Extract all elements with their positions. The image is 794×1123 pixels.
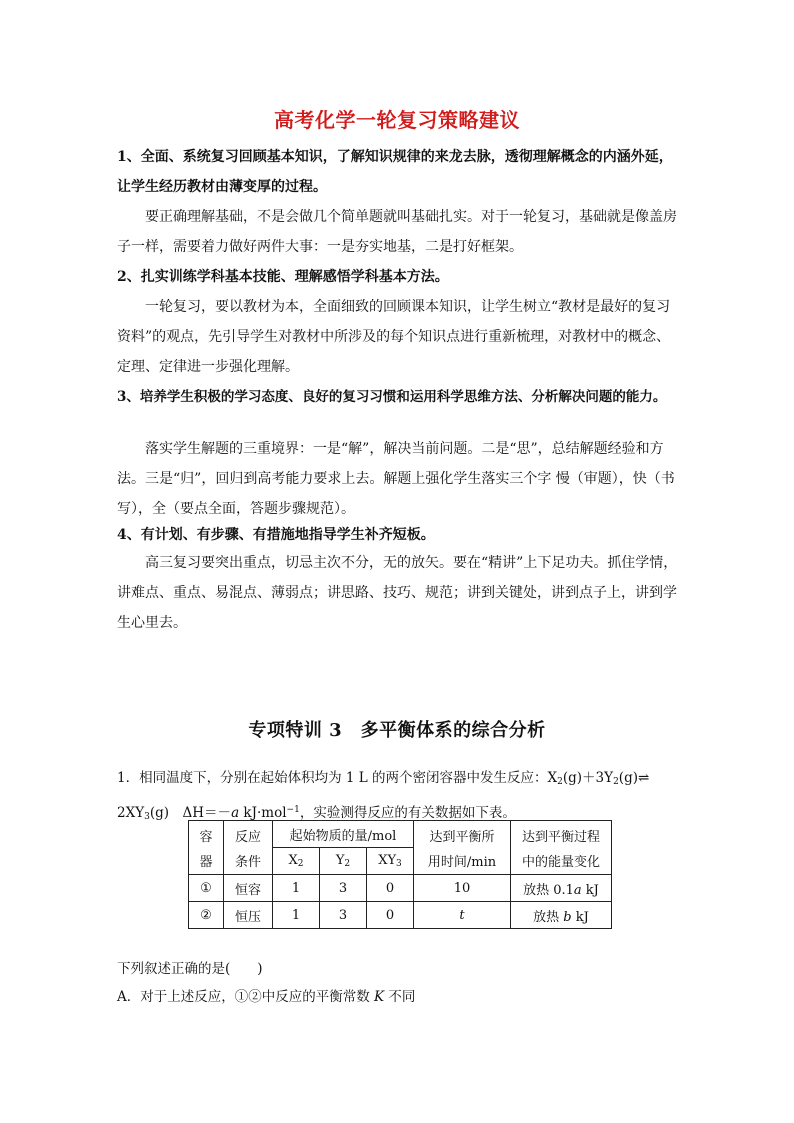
q-text-2: (g)＋3Y: [562, 770, 614, 786]
q-sub-xy: 3: [144, 812, 150, 822]
row2-energy-post: kJ: [571, 909, 589, 925]
section-3-body: 落实学生解题的三重境界：一是“解”，解决当前问题。二是“思”，总结解题经验和方法。三是“归”，回归到高考能力要求上去。解题上强化学生落实三个字 慢（审题），快（书写），全（要点全面，答题步骤规范）。: [117, 441, 675, 517]
option-a: [117, 984, 687, 1010]
row2-energy: [511, 902, 612, 929]
header-energy: [511, 821, 612, 875]
row1-x2: 1: [273, 875, 320, 902]
section-1-heading: 1、全面、系统复习回顾基本知识，了解知识规律的来龙去脉，透彻理解概念的内涵外延，让学生经历教材由薄变厚的过程。: [117, 149, 673, 195]
header-energy-line1: 达到平衡过程: [521, 829, 600, 845]
x-symbol: X: [288, 853, 298, 868]
q-var-a: a: [231, 805, 240, 821]
row1-condition: 恒容: [224, 875, 273, 902]
header-vessel-line2: 器: [199, 854, 213, 870]
section-4-heading: 4、有计划、有步骤、有措施地指导学生补齐短板。: [117, 527, 435, 543]
option-a-var: K: [374, 989, 385, 1005]
special-training-title: 专项特训 3 多平衡体系的综合分析: [248, 720, 546, 741]
subheader-xy3: [367, 848, 414, 875]
table-row: [189, 875, 612, 902]
section-1-body: 要正确理解基础，不是会做几个简单题就叫基础扎实。对于一轮复习，基础就是像盖房子一样，需要着力做好两件大事：一是夯实地基，二是打好框架。: [117, 209, 677, 255]
q-sup: −1: [286, 805, 300, 815]
q-text-5: (g) ΔH＝－: [149, 805, 232, 821]
header-vessel-line1: 容: [199, 829, 213, 845]
row2-energy-var: b: [563, 909, 572, 925]
table-row: [189, 902, 612, 929]
section-2-heading: 2、扎实训练学科基本技能、理解感悟学科基本方法。: [117, 269, 449, 285]
header-vessel: [189, 821, 224, 875]
xy-symbol: XY: [378, 853, 397, 868]
subheader-x2: [273, 848, 320, 875]
y-symbol: Y: [335, 853, 345, 868]
option-a-pre: A．对于上述反应，①②中反应的平衡常数: [117, 989, 375, 1005]
row1-y2: 3: [320, 875, 367, 902]
row2-y2: 3: [320, 902, 367, 929]
row2-xy3: 0: [367, 902, 414, 929]
header-energy-line2: 中的能量变化: [521, 854, 600, 870]
y-sub: 2: [344, 859, 351, 869]
header-time-line1: 达到平衡所: [429, 829, 495, 845]
row2-x2: 1: [273, 902, 320, 929]
page-title: 高考化学一轮复习策略建议: [274, 108, 520, 132]
x-sub: 2: [297, 859, 304, 869]
row1-id: ①: [189, 875, 224, 902]
row1-energy-var: a: [573, 882, 582, 898]
question-prompt: 下列叙述正确的是( ): [117, 961, 263, 977]
row2-time: t: [414, 902, 511, 929]
row2-condition: 恒压: [224, 902, 273, 929]
option-a-post: 不同: [384, 989, 416, 1005]
section-2-body: 一轮复习，要以教材为本，全面细致的回顾课本知识，让学生树立“教材是最好的复习资料”的观点，先引导学生对教材中所涉及的每个知识点进行重新梳理，对教材中的概念、定理、定律进一步强化理解。: [117, 299, 671, 375]
header-time-line2: 用时间/min: [427, 854, 497, 870]
q-text-1: 1．相同温度下，分别在起始体积均为 1 L 的两个密闭容器中发生反应：X: [117, 770, 558, 786]
q-sub-x: 2: [557, 777, 563, 787]
q-sub-y: 2: [613, 777, 619, 787]
xy-sub: 3: [396, 859, 402, 869]
row1-energy-post: kJ: [581, 882, 599, 898]
row1-time: 10: [414, 875, 511, 902]
row1-energy-pre: 放热 0.1: [523, 882, 574, 898]
data-table: [188, 820, 612, 929]
q-text-6: kJ·mol: [239, 805, 287, 821]
row1-energy: [511, 875, 612, 902]
subheader-y2: [320, 848, 367, 875]
header-time: [414, 821, 511, 875]
q-text-7: ，实验测得反应的有关数据如下表。: [299, 805, 516, 821]
header-condition-line2: 条件: [234, 854, 261, 870]
equilibrium-arrow-icon: ⇌: [637, 770, 650, 786]
row1-xy3: 0: [367, 875, 414, 902]
q-text-4: 2XY: [117, 805, 145, 821]
q-text-3: (g): [618, 770, 638, 786]
row2-energy-pre: 放热: [533, 909, 564, 925]
header-condition: [224, 821, 273, 875]
table-header-row: [189, 821, 612, 848]
row2-id: ②: [189, 902, 224, 929]
header-start-amount: 起始物质的量/mol: [273, 821, 414, 848]
header-condition-line1: 反应: [234, 829, 261, 845]
section-4-body: 高三复习要突出重点，切忌主次不分，无的放矢。要在“精讲”上下足功夫。抓住学情，讲难点、重点、易混点、薄弱点；讲思路、技巧、规范；讲到关键处，讲到点子上，讲到学生心里去。: [117, 555, 678, 631]
section-3-heading: 3、培养学生积极的学习态度、良好的复习习惯和运用科学思维方法、分析解决问题的能力。: [117, 389, 667, 405]
